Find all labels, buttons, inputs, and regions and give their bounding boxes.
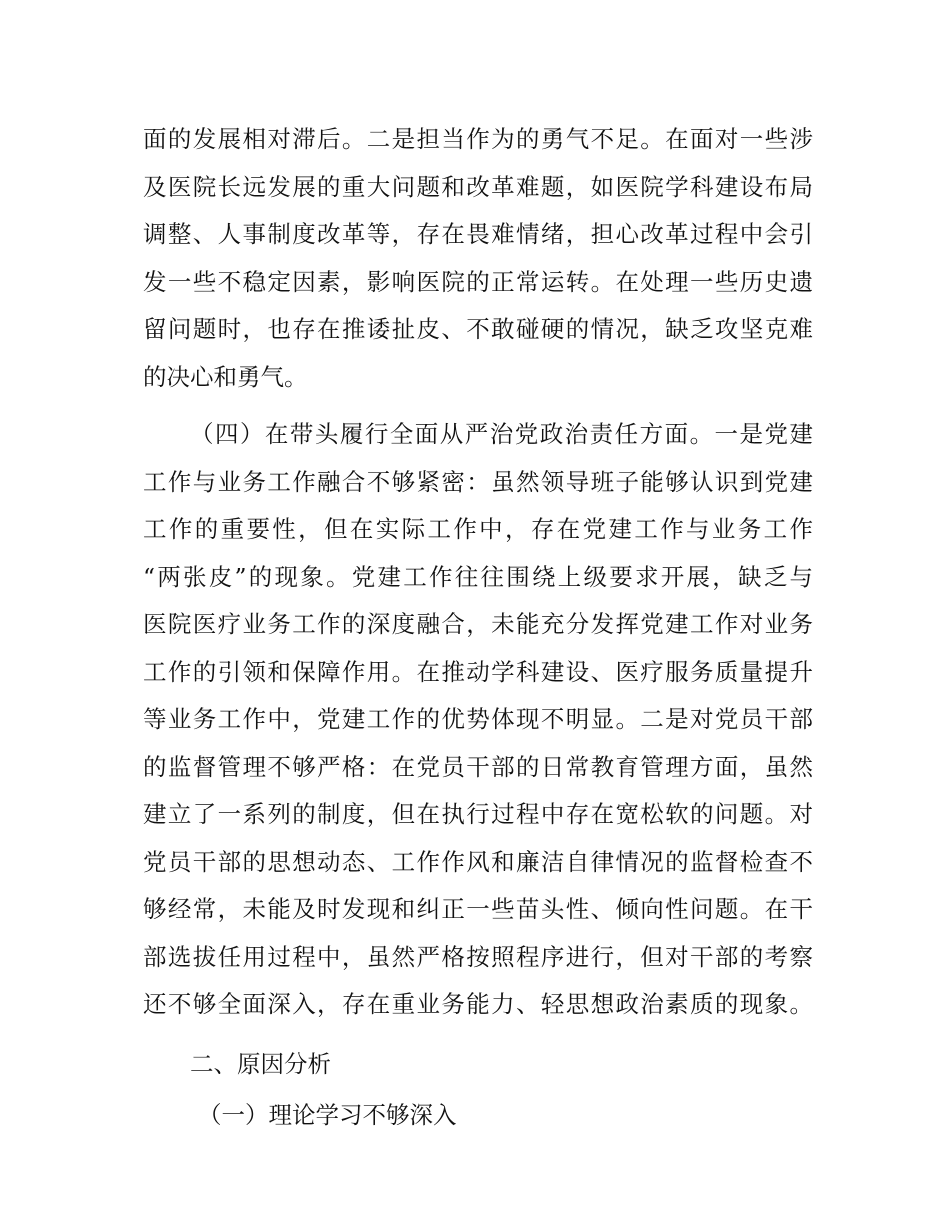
paragraph-gap (143, 1029, 813, 1039)
paragraph-line: 的决心和勇气。 (143, 362, 308, 391)
paragraph-line: 工作的引领和保障作用。在推动学科建设、医疗服务质量提升 (143, 657, 813, 686)
paragraph-line: 及医院长远发展的重大问题和改革难题，如医院学科建设布局 (143, 172, 813, 201)
paragraph-line: 等业务工作中，党建工作的优势体现不明显。二是对党员干部 (143, 705, 813, 733)
paragraph-line: 还不够全面深入，存在重业务能力、轻思想政治素质的现象。 (143, 990, 813, 1018)
paragraph-line: 党员干部的思想动态、工作作风和廉洁自律情况的监督检查不 (143, 847, 813, 876)
paragraph-line: 面的发展相对滞后。二是担当作为的勇气不足。在面对一些涉 (143, 125, 813, 153)
paragraph-line: 调整、人事制度改革等，存在畏难情绪，担心改革过程中会引 (143, 220, 813, 248)
paragraph-line: “两张皮”的现象。党建工作往往围绕上级要求开展，缺乏与 (143, 562, 813, 591)
subsection-heading: （一）理论学习不够深入 (198, 1100, 457, 1129)
paragraph-line: 留问题时，也存在推诿扯皮、不敢碰硬的情况，缺乏攻坚克难 (143, 315, 813, 343)
paragraph-line: 工作与业务工作融合不够紧密：虽然领导班子能够认识到党建 (143, 467, 813, 496)
document-body (143, 116, 813, 1141)
paragraph-2 (143, 411, 813, 1029)
paragraph-line: 工作的重要性，但在实际工作中，存在党建工作与业务工作 (143, 515, 813, 543)
paragraph-line: 发一些不稳定因素，影响医院的正常运转。在处理一些历史遗 (143, 267, 813, 296)
paragraph-line: 建立了一系列的制度，但在执行过程中存在宽松软的问题。对 (143, 800, 813, 828)
section-heading: 二、原因分析 (190, 1049, 331, 1078)
paragraph-line: 够经常，未能及时发现和纠正一些苗头性、倾向性问题。在干 (143, 895, 813, 923)
paragraph-1 (143, 116, 813, 401)
paragraph-gap (143, 401, 813, 411)
paragraph-line: 医院医疗业务工作的深度融合，未能充分发挥党建工作对业务 (143, 610, 813, 638)
paragraph-line: （四）在带头履行全面从严治党政治责任方面。一是党建 (190, 420, 813, 448)
paragraph-line: 的监督管理不够严格：在党员干部的日常教育管理方面，虽然 (143, 752, 813, 781)
paragraph-line: 部选拔任用过程中，虽然严格按照程序进行，但对干部的考察 (143, 942, 813, 971)
